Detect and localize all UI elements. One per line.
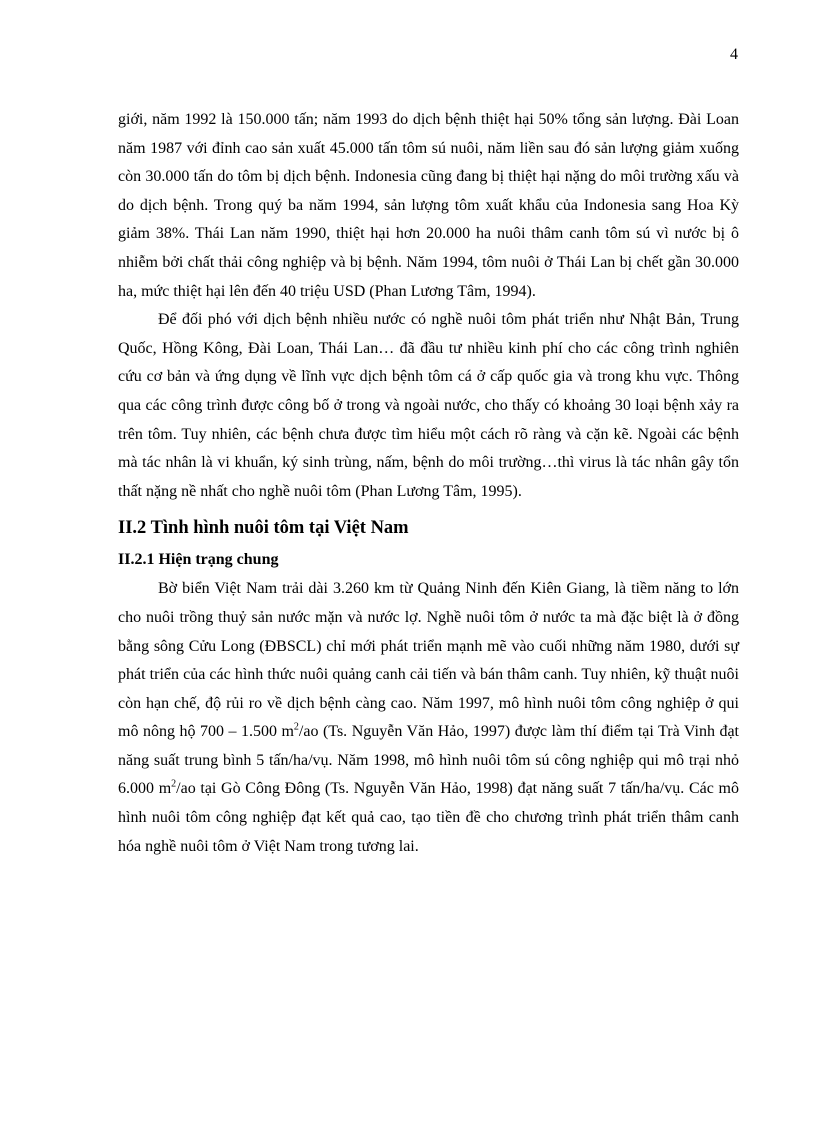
paragraph-disease-research: Để đối phó với dịch bệnh nhiều nước có nghề nuôi tôm phát triển như Nhật Bản, Trung Quốc, Hồng Kông, Đài Loan, Thái Lan… đã đầu tư nhiều kinh phí cho các công trình nghiên cứu cơ bản và ứng dụng về lĩnh vực dịch bệnh tôm cá ở cấp quốc gia và trong khu vực. Thông qua các công trình được công bố ở trong và ngoài nước, cho thấy có khoảng 30 loại bệnh xảy ra trên tôm. Tuy nhiên, các bệnh chưa được tìm hiểu một cách rõ ràng và cặn kẽ. Ngoài các bệnh mà tác nhân là vi khuẩn, ký sinh trùng, nấm, bệnh do môi trường…thì virus là tác nhân gây tổn thất nặng nề nhất cho nghề nuôi tôm (Phan Lương Tâm, 1995). — [118, 311, 739, 500]
subsection-heading: II.2.1 Hiện trạng chung — [118, 551, 279, 569]
section-heading: II.2 Tình hình nuôi tôm tại Việt Nam — [118, 518, 409, 539]
paragraph-text-part-1: Bờ biển Việt Nam trải dài 3.260 km từ Quảng Ninh đến Kiên Giang, là tiềm năng to lớn cho nuôi trồng thuỷ sản nước mặn và nước lợ. Nghề nuôi tôm ở nước ta mà đặc biệt là ở đồng bằng sông Cửu Long (ĐBSCL) chỉ mới phát triển mạnh mẽ vào cuối những năm 1980, dưới sự phát triển của các hình thức nuôi quảng canh cải tiến và bán thâm canh. Tuy nhiên, kỹ thuật nuôi còn hạn chế, độ rủi ro về dịch bệnh càng cao. Năm 1997, mô hình nuôi tôm công nghiệp ở qui mô nông hộ 700 – 1.500 m — [118, 580, 739, 741]
paragraph-text-part-3: /ao tại Gò Công Đông (Ts. Nguyễn Văn Hảo, 1998) đạt năng suất 7 tấn/ha/vụ. Các mô hình nuôi tôm công nghiệp đạt kết quả cao, tạo tiền đề cho chương trình phát triển thâm canh hóa nghề nuôi tôm ở Việt Nam trong tương lai. — [118, 780, 739, 855]
superscript-square: 2 — [293, 721, 299, 733]
page-number: 4 — [730, 46, 738, 63]
paragraph-text-part-2: /ao (Ts. Nguyễn Văn Hảo, 1997) được làm thí điểm tại Trà Vinh đạt năng suất trung bình 5 tấn/ha/vụ. Năm 1998, mô hình nuôi tôm sú công nghiệp qui mô trại nhỏ 6.000 m — [118, 723, 740, 798]
paragraph-foreign-disease-losses: giới, năm 1992 là 150.000 tấn; năm 1993 do dịch bệnh thiệt hại 50% tổng sản lượng. Đài Loan năm 1987 với đỉnh cao sản xuất 45.000 tấn tôm sú nuôi, năm liền sau đó sản lượng giảm xuống còn 30.000 tấn do tôm bị dịch bệnh. Indonesia cũng đang bị thiệt hại nặng do môi trường xấu và do dịch bệnh. Trong quý ba năm 1994, sản lượng tôm xuất khẩu của Indonesia sang Hoa Kỳ giảm 38%. Thái Lan năm 1990, thiệt hại hơn 20.000 ha nuôi thâm canh tôm sú vì nước bị ô nhiễm bởi chất thải công nghiệp và bị bệnh. Năm 1994, tôm nuôi ở Thái Lan bị chết gần 30.000 ha, mức thiệt hại lên đến 40 triệu USD (Phan Lương Tâm, 1994). — [118, 111, 739, 300]
superscript-square: 2 — [171, 779, 177, 791]
document-body — [118, 106, 739, 861]
paragraph-vietnam-status — [118, 575, 739, 861]
